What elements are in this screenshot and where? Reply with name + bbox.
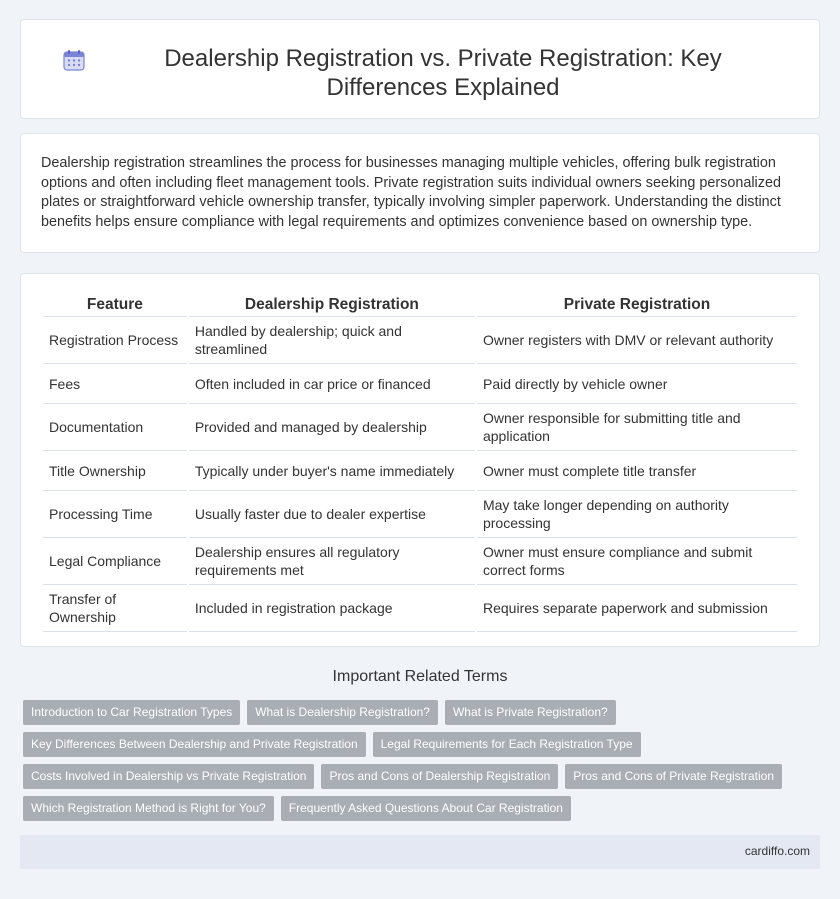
column-header-private: Private Registration — [477, 295, 797, 317]
table-cell: Title Ownership — [43, 451, 187, 491]
chip-row — [23, 700, 823, 725]
table-cell: Included in registration package — [189, 585, 475, 632]
table-row — [43, 404, 797, 451]
intro-card — [20, 133, 820, 253]
chip-row — [23, 732, 823, 757]
related-terms-list — [23, 700, 823, 828]
page-title: Dealership Registration vs. Private Registration: Key Differences Explained — [164, 45, 722, 101]
table-header-row — [43, 295, 797, 317]
table-cell: Provided and managed by dealership — [189, 404, 475, 451]
table-cell: May take longer depending on authority processing — [477, 491, 797, 538]
table-cell: Dealership ensures all regulatory requirements met — [189, 538, 475, 585]
related-term-chip[interactable]: Legal Requirements for Each Registration Type — [373, 732, 641, 757]
column-header-feature: Feature — [43, 295, 187, 317]
related-term-chip[interactable]: What is Dealership Registration? — [247, 700, 438, 725]
related-terms-heading: Important Related Terms — [332, 668, 508, 685]
table-cell: Usually faster due to dealer expertise — [189, 491, 475, 538]
table-cell: Legal Compliance — [43, 538, 187, 585]
table-row — [43, 317, 797, 364]
table-cell: Requires separate paperwork and submission — [477, 585, 797, 632]
footer — [20, 835, 820, 869]
table-cell: Fees — [43, 364, 187, 404]
table-cell: Owner registers with DMV or relevant authority — [477, 317, 797, 364]
table-cell: Handled by dealership; quick and streamlined — [189, 317, 475, 364]
footer-site-link[interactable]: cardiffo.com — [744, 844, 810, 858]
comparison-table — [41, 295, 799, 632]
related-term-chip[interactable]: Pros and Cons of Dealership Registration — [321, 764, 558, 789]
table-cell: Registration Process — [43, 317, 187, 364]
table-cell: Documentation — [43, 404, 187, 451]
table-cell: Often included in car price or financed — [189, 364, 475, 404]
related-term-chip[interactable]: Which Registration Method is Right for You? — [23, 796, 274, 821]
table-cell: Owner responsible for submitting title and application — [477, 404, 797, 451]
comparison-card — [20, 273, 820, 647]
table-row — [43, 451, 797, 491]
table-cell: Paid directly by vehicle owner — [477, 364, 797, 404]
related-term-chip[interactable]: Key Differences Between Dealership and Private Registration — [23, 732, 366, 757]
table-cell: Owner must complete title transfer — [477, 451, 797, 491]
table-cell: Typically under buyer's name immediately — [189, 451, 475, 491]
related-term-chip[interactable]: Costs Involved in Dealership vs Private Registration — [23, 764, 314, 789]
related-term-chip[interactable]: Introduction to Car Registration Types — [23, 700, 240, 725]
table-row — [43, 364, 797, 404]
related-term-chip[interactable]: Pros and Cons of Private Registration — [565, 764, 782, 789]
table-row — [43, 585, 797, 632]
table-row — [43, 538, 797, 585]
title-card — [20, 19, 820, 119]
table-cell: Transfer of Ownership — [43, 585, 187, 632]
column-header-dealership: Dealership Registration — [189, 295, 475, 317]
table-cell: Processing Time — [43, 491, 187, 538]
intro-paragraph: Dealership registration streamlines the process for businesses managing multiple vehicles, offering bulk registration options and often including fleet management tools. Private registration suits individual owners seeking personalized plates or straightforward vehicle ownership transfer, typically involving simpler paperwork. Understanding the distinct benefits helps ensure compliance with legal requirements and optimizes convenience based on ownership type. — [41, 155, 781, 230]
related-term-chip[interactable]: What is Private Registration? — [445, 700, 616, 725]
chip-row — [23, 796, 823, 821]
related-term-chip[interactable]: Frequently Asked Questions About Car Registration — [281, 796, 571, 821]
chip-row — [23, 764, 823, 789]
table-cell: Owner must ensure compliance and submit correct forms — [477, 538, 797, 585]
calendar-icon — [62, 48, 86, 72]
table-row — [43, 491, 797, 538]
